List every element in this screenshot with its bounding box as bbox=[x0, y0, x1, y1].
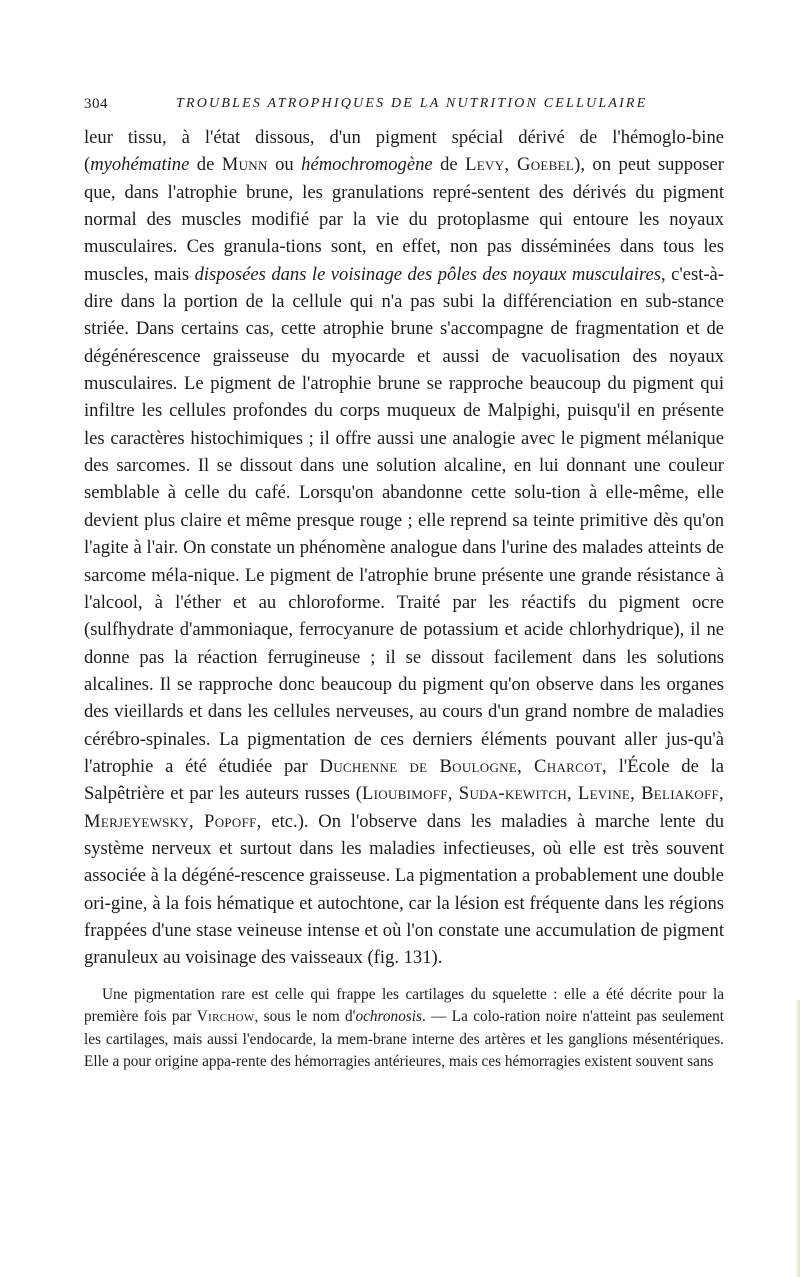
small-print-paragraph: Une pigmentation rare est celle qui frappe les cartilages du squelette : elle a été décrite pour la première fois par Virchow, sous le nom d'ochronosis. — La colo-ration noire n'atteint pas seulement les cartilages, mais aussi l'endocarde, la mem-brane interne des artères et les ganglions mésentériques. Elle a pour origine appa-rente des hémorragies antérieures, mais ces hémorragies existent souvent sans bbox=[84, 985, 725, 1071]
page-edge-shading bbox=[795, 1000, 800, 1277]
main-paragraph: leur tissu, à l'état dissous, d'un pigment spécial dérivé de l'hémoglo-bine (myohématine de Munn ou hémochromogène de Levy, Goebel), on peut supposer que, dans l'atrophie brune, les granulations repré-sentent des dérivés du pigment normal des muscles modifié par la vie du protoplasme qui entoure les noyaux musculaires. Ces granula-tions sont, en effet, non pas disséminées dans tous les muscles, mais disposées dans le voisinage des pôles des noyaux musculaires, c'est-à-dire dans la portion de la cellule qui n'a pas subi la différenciation en sub-stance striée. Dans certains cas, cette atrophie brune s'accompagne de fragmentation et de dégénérescence graisseuse du myocarde et aussi de vacuolisation des noyaux musculaires. Le pigment de l'atrophie brune se rapproche beaucoup du pigment qui infiltre les cellules profondes du corps muqueux de Malpighi, puisqu'il en présente les caractères histochimiques ; il offre aussi une analogie avec le pigment mélanique des sarcomes. Il se dissout dans une solution alcaline, en lui donnant une couleur semblable à celle du café. Lorsqu'on abandonne cette solu-tion à elle-même, elle devient plus claire et même presque rouge ; elle reprend sa teinte primitive dès qu'on l'agite à l'air. On constate un phénomène analogue dans l'urine des malades atteints de sarcome méla-nique. Le pigment de l'atrophie brune présente une grande résistance à l'alcool, à l'éther et au chloroforme. Traité par les réactifs du pigment ocre (sulfhydrate d'ammoniaque, ferrocyanure de potassium et acide chlorhydrique), il ne donne pas la réaction ferrugineuse ; il se dissout facilement dans les solutions alcalines. Il se rapproche donc beaucoup du pigment qu'on observe dans les organes des vieillards et dans les cellules nerveuses, au cours d'un grand nombre de maladies cérébro-spinales. La pigmentation de ces derniers éléments pouvant aller jus-qu'à l'atrophie a été étudiée par Duchenne de Boulogne, Charcot, l'École de la Salpêtrière et par les auteurs russes (Lioubimoff, Suda-kewitch, Levine, Beliakoff, Merjeyewsky, Popoff, etc.). On l'observe dans les maladies à marche lente du système nerveux et surtout dans les maladies infectieuses, où elle est très souvent associée à la dégéné-rescence graisseuse. La pigmentation a probablement une double ori-gine, à la fois hématique et autochtone, car la lésion est fréquente dans les régions frappées d'une stase veineuse intense et où l'on constate une accumulation de pigment granuleux au voisinage des vaisseaux (fig. 131). bbox=[84, 127, 725, 969]
page-number: 304 bbox=[84, 96, 108, 112]
body-text bbox=[84, 124, 724, 1074]
page-header bbox=[84, 96, 724, 120]
running-title: TROUBLES ATROPHIQUES DE LA NUTRITION CELLULAIRE bbox=[176, 96, 648, 111]
